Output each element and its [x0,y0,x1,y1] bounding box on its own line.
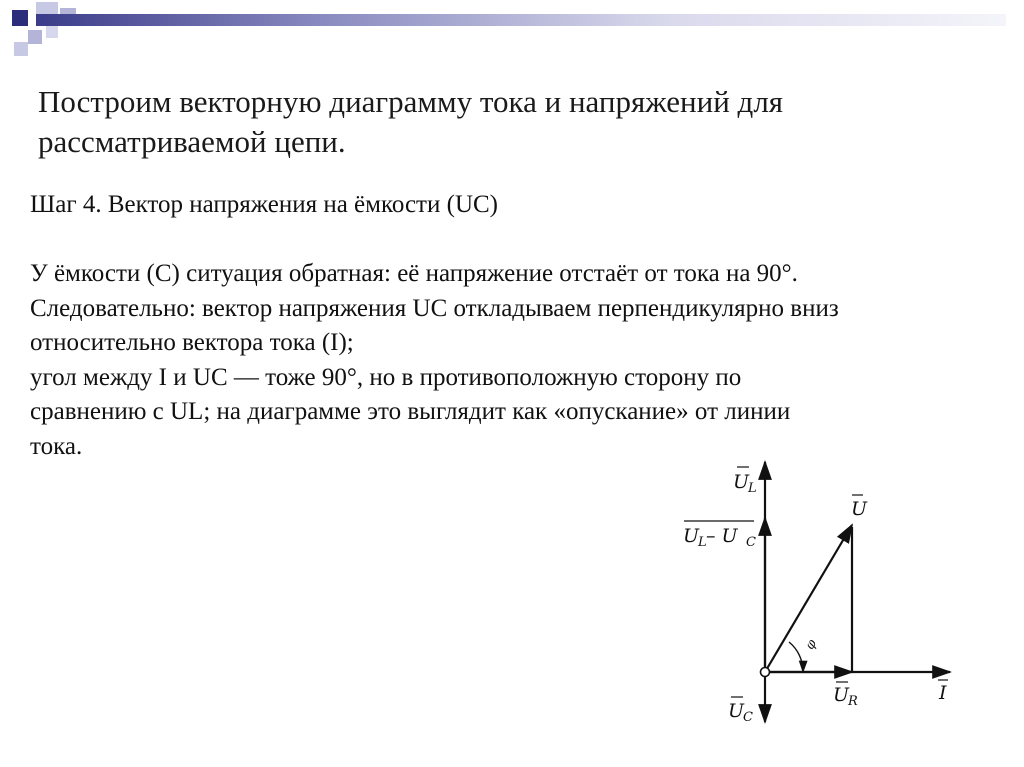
ul-label [733,467,757,496]
slide-title [38,82,938,162]
header-gradient-bar [36,14,1006,26]
deco-square-light [46,26,58,38]
step-heading: Шаг 4. Вектор напряжения на ёмкости (UC) [30,191,498,218]
body-line: угол между I и UC — тоже 90°, но в противоположную сторону по [30,363,742,391]
origin-point [761,668,770,677]
u-label-text: U [851,498,868,520]
ul-minus-uc-sub1: L [698,535,707,550]
body-line: сравнению с UL; на диаграмме это выглядит как «опускание» от линии [30,398,791,425]
vector-diagram [660,450,1000,760]
body-line: тока. [30,432,83,460]
body-line: У ёмкости (C) ситуация обратная: её напряжение отстаёт от тока на 90°. [30,260,798,287]
ul-minus-uc-sub2: C [746,535,756,550]
u-label [851,495,868,520]
body-line: относительно вектора тока (I); [30,329,354,356]
deco-square-dark [12,10,28,26]
deco-square-light [14,42,28,56]
i-label [938,680,948,704]
ul-label-sub: L [748,481,757,496]
header-decoration [0,0,1024,60]
ur-label-sub: R [848,694,858,709]
slide-title-line2: рассматриваемой цепи. [38,124,346,159]
body-line: Следовательно: вектор напряжения UC откладываем перпендикулярно вниз [30,294,839,322]
phi-arc [789,642,803,672]
body-text [30,257,990,464]
slide-title-line1: Построим векторную диаграмму тока и напряжений для [38,84,784,119]
ur-label [833,682,858,709]
ul-minus-uc-label [683,521,756,550]
phi-label: φ [802,636,820,653]
ul-minus-uc-minus: – U [706,525,738,547]
i-label-text: I [939,682,947,704]
uc-label-text: U [728,700,745,722]
u-vector [765,525,852,672]
ul-label-text: U [733,471,750,493]
uc-label-sub: C [743,710,753,725]
uc-label [728,697,753,725]
ul-minus-uc-u1: U [683,525,700,547]
ur-label-text: U [833,684,850,706]
deco-square-light [28,30,42,44]
